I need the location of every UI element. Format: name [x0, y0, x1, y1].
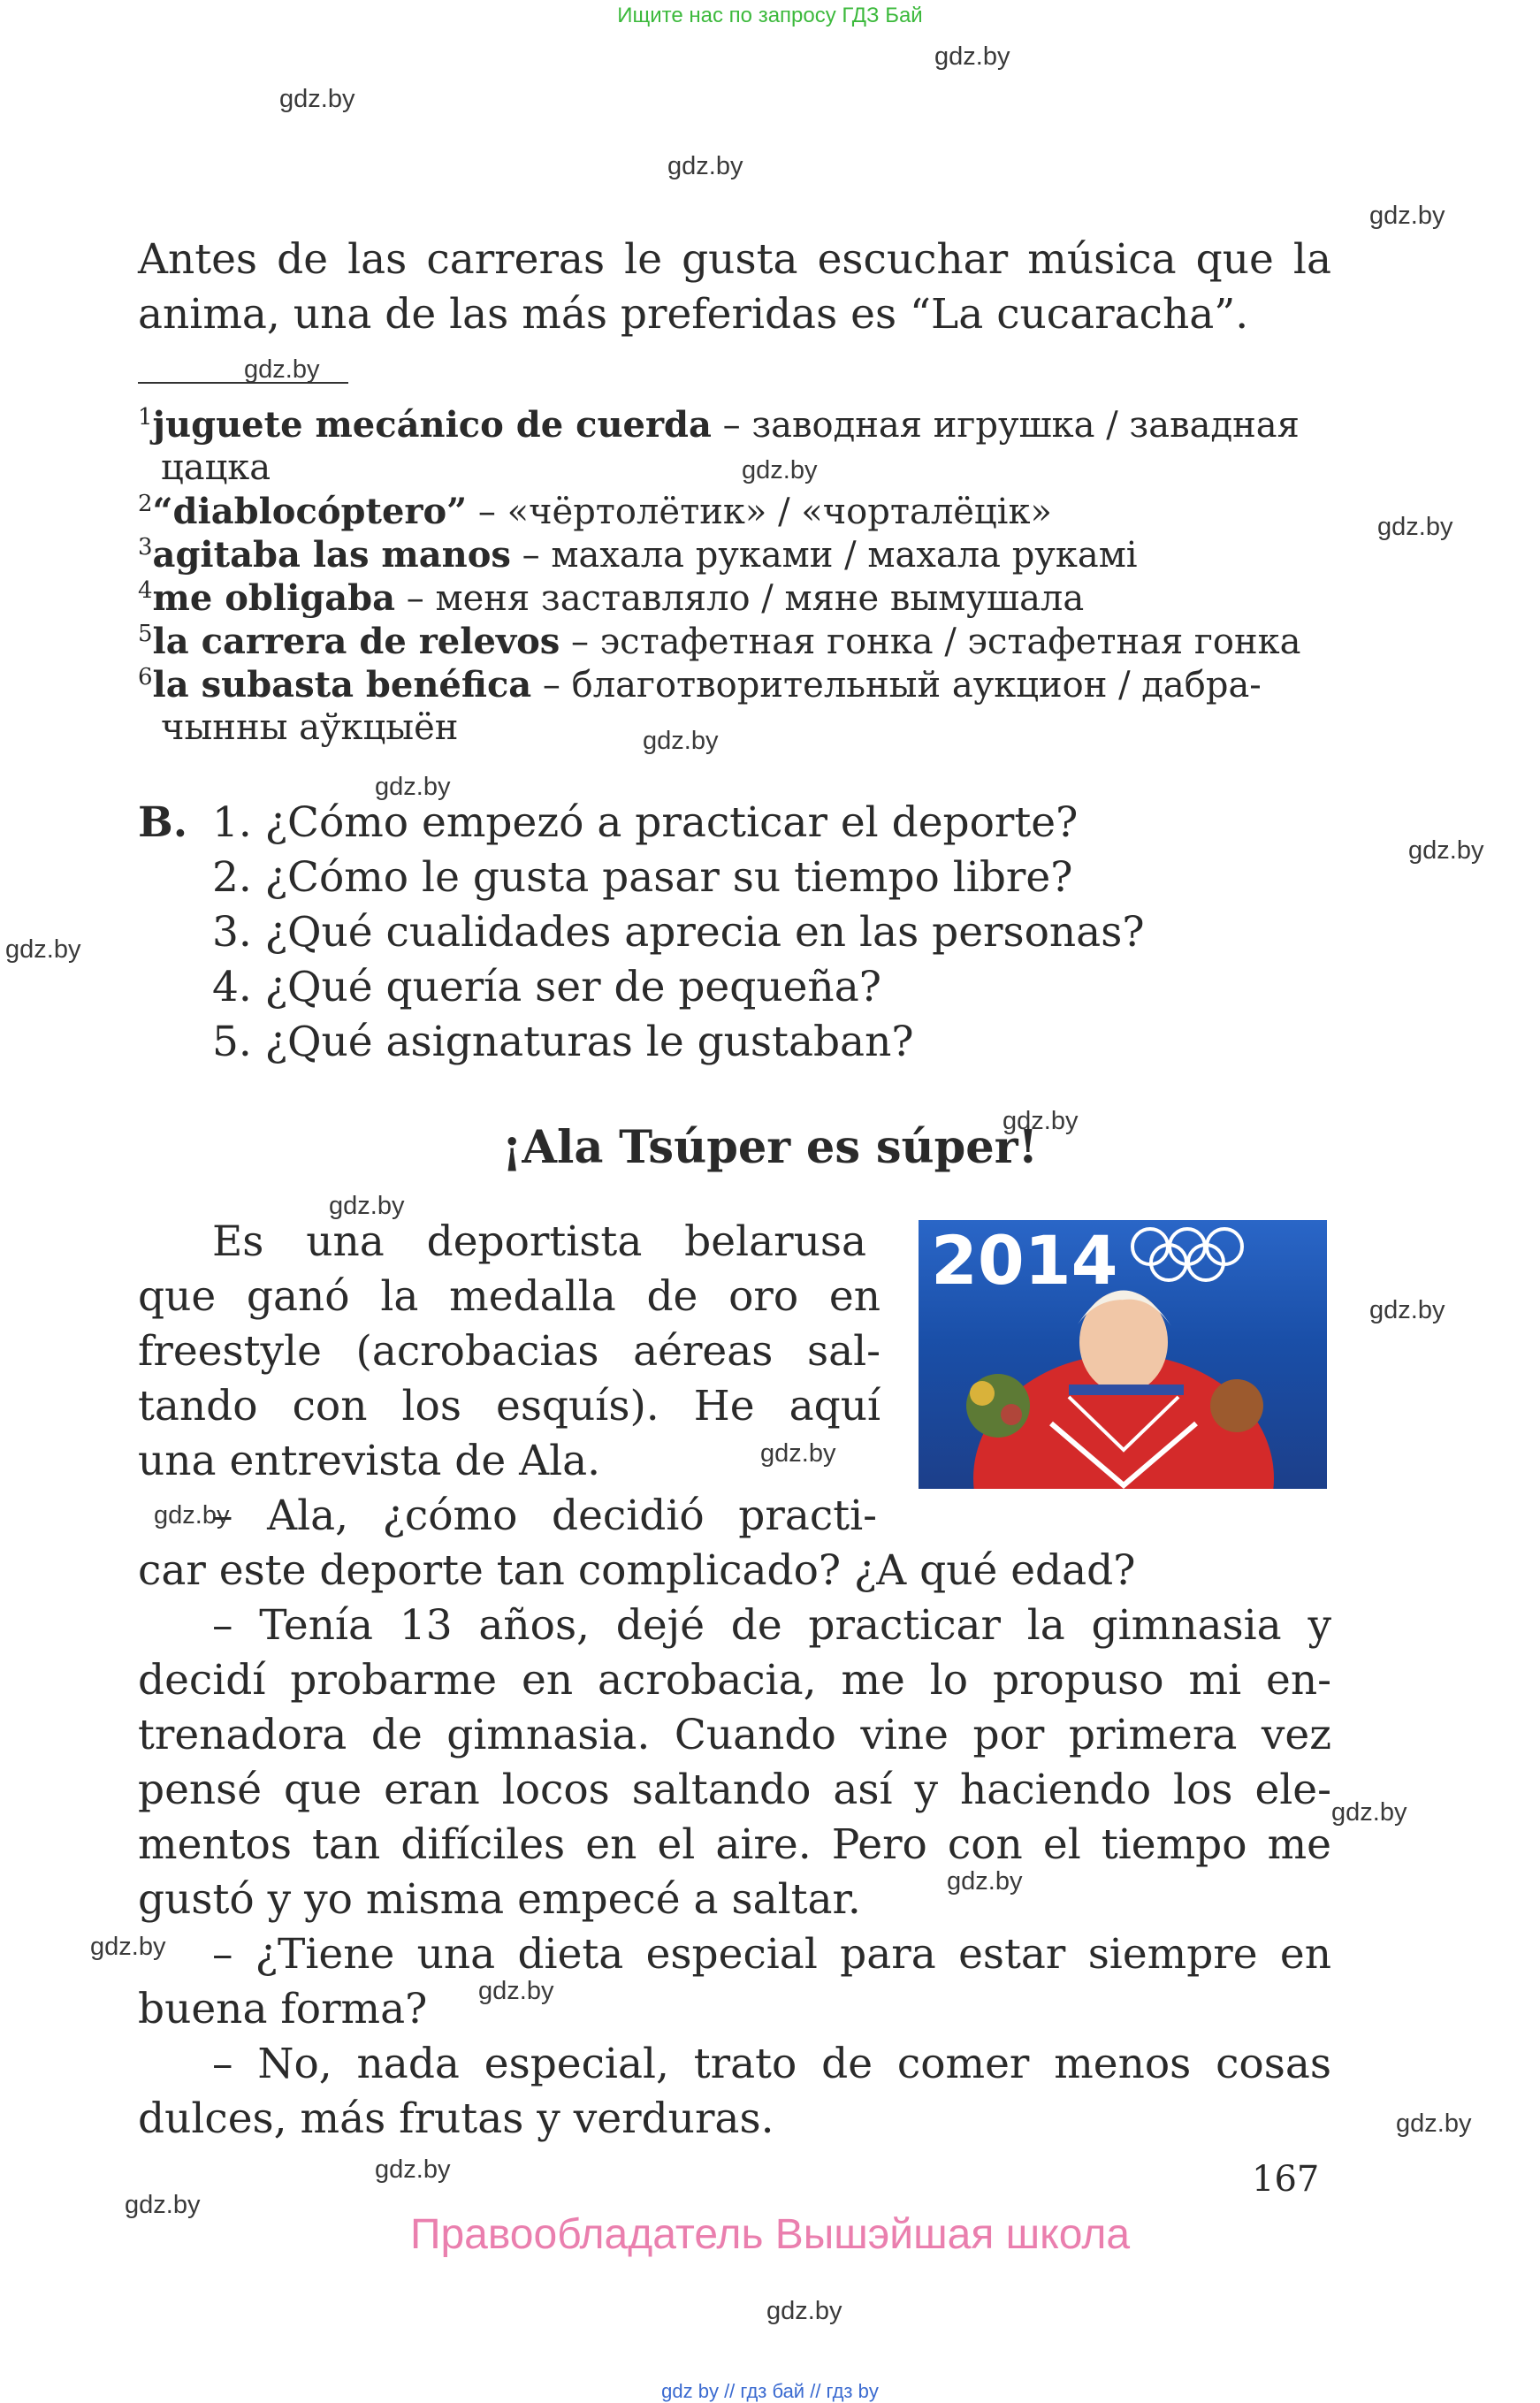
watermark: gdz.by — [1369, 202, 1445, 230]
article-line: decidí probarme en acrobacia, me lo propuso mi en- — [138, 1656, 1331, 1705]
footnote-translation: – эстафетная гонка / эстафетная гонка — [560, 622, 1301, 662]
article-line: Es una deportista belarusa — [212, 1217, 866, 1266]
copyright-notice: Правообладатель Вышэйшая школа — [409, 2211, 1131, 2258]
footnote-number: 1 — [138, 404, 153, 431]
watermark: gdz.by — [329, 1192, 405, 1220]
watermark: gdz.by — [766, 2297, 842, 2325]
watermark: gdz.by — [125, 2191, 201, 2219]
footnote-number: 4 — [138, 577, 153, 604]
footnote-term: “diablocóptero” — [152, 491, 468, 532]
footnote — [138, 620, 1331, 664]
footnote-number: 6 — [138, 664, 153, 690]
watermark: gdz.by — [1377, 513, 1453, 541]
footnote-term: la subasta benéfica — [152, 664, 532, 706]
footnote-continuation: цацка — [161, 447, 271, 488]
footnote-term: agitaba las manos — [152, 534, 511, 576]
footnote-translation: – заводная игрушка / завадная — [711, 405, 1300, 446]
footnote-number: 2 — [138, 491, 153, 517]
watermark: gdz.by — [947, 1867, 1023, 1896]
photo-year-text: 2014 — [931, 1221, 1118, 1300]
footnote-translation: – махала руками / махала рукамі — [510, 535, 1138, 576]
questions-label: B. — [138, 798, 188, 847]
article-line: pensé que eran locos saltando así y haciendo los ele- — [138, 1766, 1331, 1814]
watermark: gdz.by — [478, 1977, 554, 2005]
watermark: gdz.by — [375, 773, 451, 801]
article-line: car este deporte tan complicado? ¿A qué edad? — [138, 1546, 1136, 1595]
article-line: – Ala, ¿cómo decidió practi- — [212, 1491, 877, 1540]
footnote-separator — [138, 382, 348, 384]
article-line: trenadora de gimnasia. Cuando vine por primera vez — [138, 1711, 1331, 1759]
article-line: que ganó la medalla de oro en — [138, 1272, 881, 1321]
watermark: gdz.by — [1331, 1798, 1407, 1827]
watermark: gdz.by — [1408, 836, 1484, 865]
article-line: una entrevista de Ala. — [138, 1437, 601, 1485]
footnote — [138, 533, 1331, 577]
watermark: gdz.by — [154, 1501, 230, 1530]
watermark: gdz.by — [1396, 2109, 1472, 2138]
watermark: gdz.by — [742, 456, 818, 484]
footnote — [138, 490, 1331, 534]
question-item: 1. ¿Cómo empezó a practicar el deporte? — [212, 798, 1079, 847]
question-item: 3. ¿Qué cualidades aprecia en las personas? — [212, 908, 1145, 957]
footnote-translation: – меня заставляло / мяне вымушала — [395, 578, 1085, 619]
olympic-rings-icon — [1132, 1229, 1242, 1280]
watermark: gdz.by — [90, 1933, 166, 1961]
footnote-term: juguete mecánico de cuerda — [152, 404, 712, 446]
footer-links[interactable]: gdz by // гдз бай // гдз by — [661, 2380, 879, 2402]
footnote-translation: – «чёртолётик» / «чорталёцік» — [467, 492, 1052, 532]
watermark: gdz.by — [375, 2155, 451, 2184]
footnote — [138, 663, 1331, 707]
article-line: – No, nada especial, trato de comer menos cosas — [212, 2040, 1331, 2088]
footnote-term: la carrera de relevos — [152, 621, 560, 662]
question-item: 4. ¿Qué quería ser de pequeña? — [212, 963, 881, 1011]
intro-line: anima, una de las más preferidas es “La cucaracha”. — [138, 290, 1249, 339]
question-item: 5. ¿Qué asignaturas le gustaban? — [212, 1018, 914, 1066]
article-line: tando con los esquís). He aquí — [138, 1382, 881, 1430]
watermark: gdz.by — [643, 727, 719, 755]
watermark: gdz.by — [934, 42, 1010, 71]
watermark: gdz.by — [1369, 1296, 1445, 1324]
footnote-term: me obligaba — [152, 577, 396, 619]
article-line: – Tenía 13 años, dejé de practicar la gimnasia y — [212, 1601, 1331, 1650]
footnote-translation: – благотворительный аукцион / дабра- — [531, 665, 1262, 706]
watermark: gdz.by — [244, 355, 320, 384]
article-line: – ¿Tiene una dieta especial para estar siempre en — [212, 1930, 1331, 1979]
footnote — [138, 576, 1331, 621]
article-line: buena forma? — [138, 1985, 428, 2033]
page-number: 167 — [1252, 2159, 1320, 2200]
article-title: ¡Ala Tsúper es súper! — [502, 1121, 1038, 1174]
intro-line: Antes de las carreras le gusta escuchar música que la — [138, 235, 1331, 284]
article-line: freestyle (acrobacias aéreas sal- — [138, 1327, 881, 1376]
article-line: dulces, más frutas y verduras. — [138, 2094, 774, 2143]
footnote-number: 5 — [138, 621, 153, 647]
watermark: gdz.by — [279, 85, 355, 113]
watermark: gdz.by — [667, 152, 743, 180]
watermark: gdz.by — [1003, 1107, 1079, 1135]
question-item: 2. ¿Cómo le gusta pasar su tiempo libre? — [212, 853, 1073, 902]
footnote-number: 3 — [138, 534, 153, 561]
article-line: mentos tan difíciles en el aire. Pero con el tiempo me — [138, 1820, 1331, 1869]
article-line: gustó y yo misma empecé a saltar. — [138, 1875, 861, 1924]
watermark: gdz.by — [5, 935, 81, 964]
footnote-continuation: чынны аўкцыён — [161, 707, 459, 748]
footnote — [138, 403, 1331, 447]
top-banner[interactable]: Ищите нас по запросу ГДЗ Бай — [617, 4, 923, 27]
watermark: gdz.by — [760, 1439, 836, 1468]
